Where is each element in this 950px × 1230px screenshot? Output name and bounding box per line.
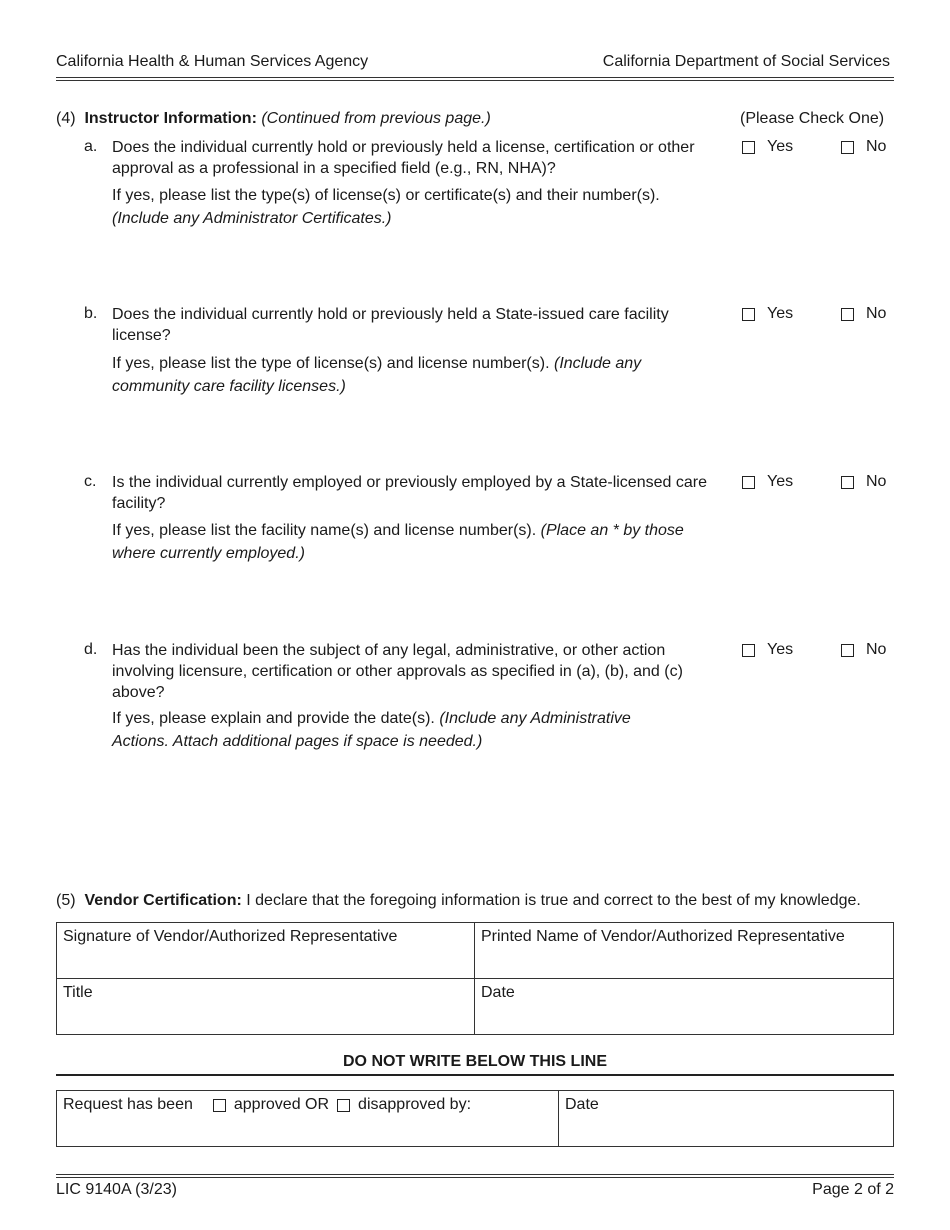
question-b-sub-italic: (Include any community care facility licenses.) bbox=[112, 355, 642, 395]
question-c-instructions bbox=[112, 519, 730, 565]
signature-field[interactable] bbox=[57, 923, 475, 979]
question-d-no-option[interactable] bbox=[841, 640, 886, 661]
signature-label: Signature of Vendor/Authorized Representative bbox=[63, 928, 398, 945]
section-4-heading bbox=[56, 109, 491, 130]
question-c-text: Is the individual currently employed or previously employed by a State-licensed care facility? bbox=[112, 474, 707, 512]
no-label: No bbox=[866, 138, 887, 155]
no-label: No bbox=[866, 305, 887, 322]
section-4-continued: (Continued from previous page.) bbox=[261, 110, 491, 127]
question-d-sub-italic: (Include any Administrative Actions. Attach additional pages if space is needed.) bbox=[112, 710, 631, 750]
printed-name-label: Printed Name of Vendor/Authorized Representative bbox=[481, 928, 845, 945]
question-d-sub-text: If yes, please explain and provide the date(s). bbox=[112, 710, 435, 727]
yes-label: Yes bbox=[767, 305, 794, 322]
question-c-no-option[interactable] bbox=[841, 472, 886, 493]
question-c-no-checkbox[interactable] bbox=[841, 476, 854, 489]
disapproved-label: disapproved by: bbox=[358, 1096, 472, 1113]
question-a-letter: a. bbox=[84, 138, 98, 155]
question-c-sub-italic: (Place an * by those where currently employed.) bbox=[112, 522, 684, 562]
no-label: No bbox=[866, 473, 887, 490]
question-a-no-option[interactable] bbox=[841, 137, 886, 158]
question-c-letter: c. bbox=[84, 473, 97, 490]
question-d-text: Has the individual been the subject of any legal, administrative, or other action involving licensure, certification or other approvals as specified in (a), (b), and (c) above? bbox=[112, 642, 683, 701]
yes-label: Yes bbox=[767, 641, 794, 658]
office-use-rule bbox=[56, 1074, 894, 1076]
disapproved-checkbox[interactable] bbox=[337, 1099, 350, 1112]
question-d-no-checkbox[interactable] bbox=[841, 644, 854, 657]
question-b-yes-checkbox[interactable] bbox=[742, 308, 755, 321]
question-b-yes-option[interactable] bbox=[742, 304, 793, 325]
section-5-title: Vendor Certification: bbox=[84, 892, 242, 909]
yes-label: Yes bbox=[767, 473, 794, 490]
office-use-table bbox=[56, 1090, 894, 1147]
question-b-letter: b. bbox=[84, 305, 98, 322]
question-a-sub-text: If yes, please list the type(s) of license(s) or certificate(s) and their number(s). bbox=[112, 187, 660, 204]
question-a-text: Does the individual currently hold or previously held a license, certification or other approval as a professional in a specified field (e.g., RN, NHA)? bbox=[112, 139, 695, 177]
title-field[interactable] bbox=[57, 979, 475, 1035]
section-5-statement: I declare that the foregoing information is true and correct to the best of my knowledge. bbox=[246, 892, 861, 909]
no-label: No bbox=[866, 641, 887, 658]
approved-label: approved OR bbox=[233, 1096, 330, 1113]
date-label: Date bbox=[481, 984, 515, 1001]
question-b-sub-text: If yes, please list the type of license(s) and license number(s). bbox=[112, 355, 550, 372]
question-d-yes-checkbox[interactable] bbox=[742, 644, 755, 657]
question-c-yes-option[interactable] bbox=[742, 472, 793, 493]
question-a-yes-checkbox[interactable] bbox=[742, 141, 755, 154]
date-field[interactable] bbox=[475, 979, 894, 1035]
request-status-field bbox=[57, 1091, 559, 1147]
question-a-instructions bbox=[112, 184, 727, 230]
agency-name: California Health & Human Services Agency bbox=[56, 53, 369, 70]
request-status-row bbox=[63, 1095, 552, 1116]
approved-checkbox[interactable] bbox=[213, 1099, 226, 1112]
page-number: Page 2 of 2 bbox=[812, 1181, 894, 1198]
footer-rule-2 bbox=[56, 1177, 894, 1178]
section-4-number: (4) bbox=[56, 110, 76, 127]
question-d-yes-option[interactable] bbox=[742, 640, 793, 661]
question-a-sub-italic: (Include any Administrator Certificates.) bbox=[112, 210, 392, 227]
office-date-field[interactable] bbox=[559, 1091, 894, 1147]
form-id: LIC 9140A (3/23) bbox=[56, 1181, 177, 1198]
department-name: California Department of Social Services bbox=[602, 53, 890, 70]
request-label: Request has been bbox=[63, 1096, 193, 1113]
header-rule bbox=[56, 77, 894, 78]
question-a-no-checkbox[interactable] bbox=[841, 141, 854, 154]
footer-rule bbox=[56, 1174, 894, 1175]
question-c-yes-checkbox[interactable] bbox=[742, 476, 755, 489]
question-c-sub-text: If yes, please list the facility name(s) and license number(s). bbox=[112, 522, 537, 539]
office-use-heading: DO NOT WRITE BELOW THIS LINE bbox=[343, 1053, 607, 1070]
title-label: Title bbox=[63, 984, 93, 1001]
question-b-no-option[interactable] bbox=[841, 304, 886, 325]
section-5-number: (5) bbox=[56, 892, 76, 909]
printed-name-field[interactable] bbox=[475, 923, 894, 979]
office-date-label: Date bbox=[565, 1096, 599, 1113]
please-check-one: (Please Check One) bbox=[740, 110, 885, 127]
question-d-instructions bbox=[112, 707, 687, 753]
question-b-instructions bbox=[112, 352, 712, 398]
section-4-title: Instructor Information: bbox=[84, 110, 257, 127]
question-b-text: Does the individual currently hold or previously held a State-issued care facility license? bbox=[112, 306, 669, 344]
vendor-certification-table bbox=[56, 922, 894, 1035]
yes-label: Yes bbox=[767, 138, 794, 155]
question-b-no-checkbox[interactable] bbox=[841, 308, 854, 321]
question-d-letter: d. bbox=[84, 641, 98, 658]
header-rule-2 bbox=[56, 80, 894, 81]
section-5-heading bbox=[56, 891, 901, 912]
question-a-yes-option[interactable] bbox=[742, 137, 793, 158]
